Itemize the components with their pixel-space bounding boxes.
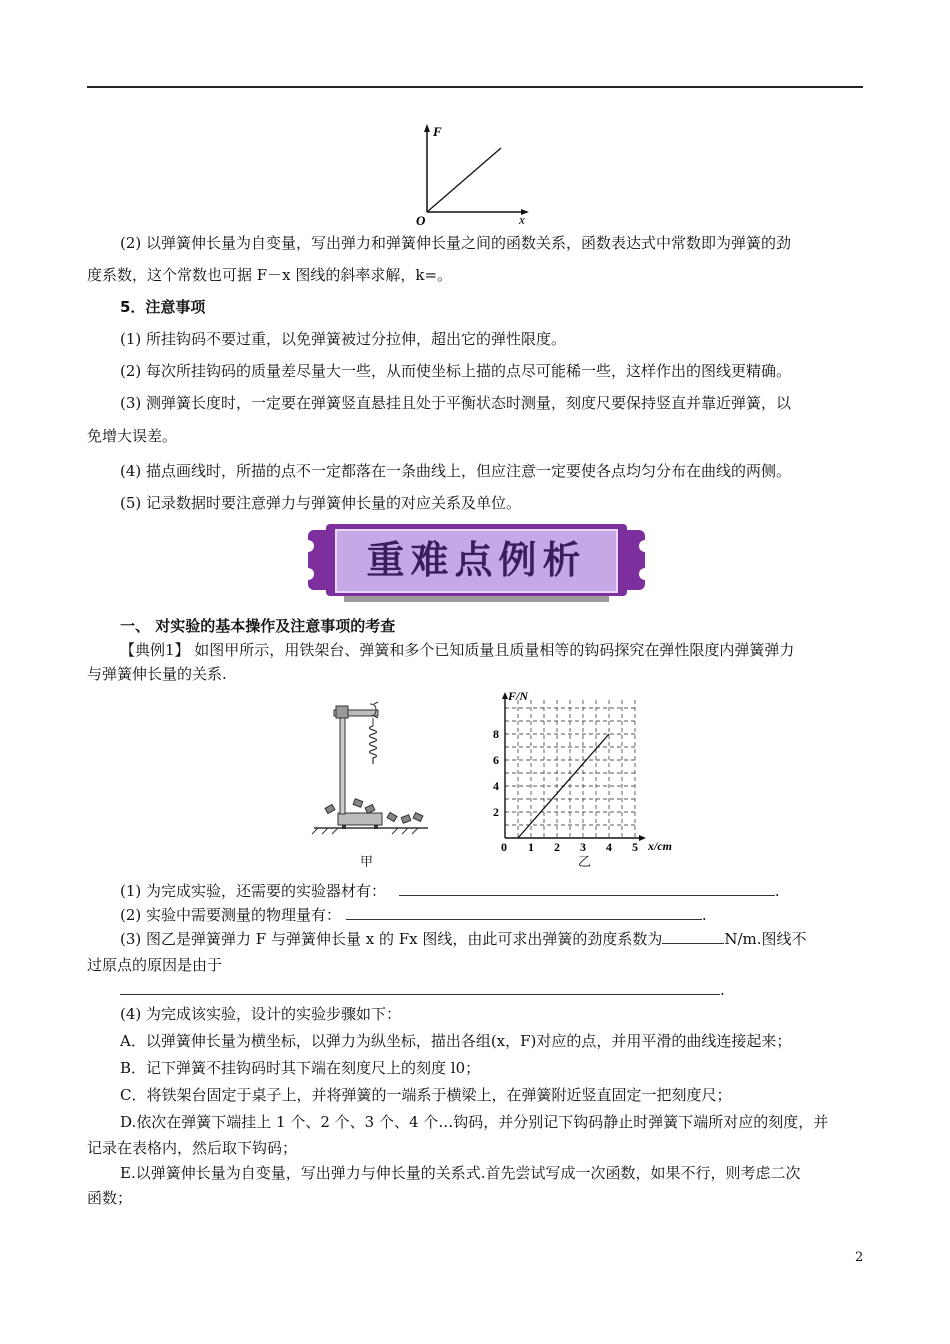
x-tick: 5 <box>632 840 638 854</box>
x-tick: 3 <box>580 840 586 854</box>
example-line: 【典例1】 如图甲所示，用铁架台、弹簧和多个已知质量且质量相等的钩码探究在弹性限度内弹簧弹力 <box>120 641 795 659</box>
question-3-cont: 过原点的原因是由于 <box>87 956 223 974</box>
y-label: F <box>433 124 442 139</box>
note-item: (5) 记录数据时要注意弹力与弹簧伸长量的对应关系及单位。 <box>120 494 522 512</box>
step-e-cont: 函数； <box>87 1189 133 1207</box>
x-label: x <box>519 212 525 227</box>
period: . <box>774 882 780 900</box>
spring <box>370 726 377 764</box>
data-line <box>518 734 609 838</box>
question-1 <box>120 881 780 901</box>
x-tick: 1 <box>528 840 534 854</box>
note-item: (1) 所挂钩码不要过重，以免弹簧被过分拉伸，超出它的弹性限度。 <box>120 330 567 348</box>
table-hatching <box>312 828 418 834</box>
section-title: 5．注意事项 <box>120 298 206 316</box>
note-item: 免增大误差。 <box>87 427 178 445</box>
question-3 <box>120 929 807 949</box>
origin-label: O <box>416 213 426 228</box>
x-tick: 0 <box>501 840 507 854</box>
x-axis-arrow <box>639 835 646 841</box>
note-item: (2) 每次所挂钩码的质量差尽量大一些，从而使坐标上描的点尽可能稀一些，这样作出的图线更精确。 <box>120 362 792 380</box>
period: . <box>701 906 707 924</box>
section-heading: 一、 对实验的基本操作及注意事项的考查 <box>120 617 396 635</box>
fx-grid-graph <box>480 688 680 854</box>
y-axis-label: F/N <box>508 689 529 703</box>
paragraph-line: (2) 以弹簧伸长量为自变量，写出弹力和弹簧伸长量之间的函数关系，函数表达式中常数即为弹簧的劲 <box>120 234 792 252</box>
x-tick: 2 <box>554 840 560 854</box>
question-2-text: (2) 实验中需要测量的物理量有： <box>120 906 342 924</box>
example-line: 与弹簧伸长量的关系. <box>87 665 227 683</box>
figure-caption-jia: 甲 <box>360 855 374 870</box>
y-tick: 4 <box>493 779 499 793</box>
step-c: C．将铁架台固定于桌子上，并将弹簧的一端系于横梁上，在弹簧附近竖直固定一把刻度尺； <box>120 1086 732 1104</box>
question-3-blank-line <box>120 980 725 1000</box>
figure-caption-yi: 乙 <box>578 855 592 870</box>
step-d-cont: 记录在表格内，然后取下钩码； <box>87 1139 298 1157</box>
stand-base <box>338 813 382 825</box>
step-e: E.以弹簧伸长量为自变量，写出弹力与伸长量的关系式.首先尝试写成一次函数，如果不行，则考虑二次 <box>120 1164 801 1182</box>
y-tick: 8 <box>493 727 499 741</box>
paragraph-line: 度系数，这个常数也可据 F－x 图线的斜率求解，k=。 <box>87 266 453 284</box>
proportional-line <box>427 148 501 212</box>
step-a: A．以弹簧伸长量为横坐标，以弹力为纵坐标，描出各组(x，F)对应的点，并用平滑的曲线连接起来； <box>120 1032 792 1050</box>
y-tick: 6 <box>493 753 499 767</box>
y-tick: 2 <box>493 805 499 819</box>
question-2 <box>120 905 707 925</box>
x-tick: 4 <box>606 840 612 854</box>
y-axis-arrow <box>424 124 430 132</box>
question-3-unit: N/m.图线不 <box>724 930 807 948</box>
fx-graph-figure <box>405 122 545 230</box>
step-d: D.依次在弹簧下端挂上 1 个、2 个、3 个、4 个…钩码，并分别记下钩码静止时弹簧下端所对应的刻度，并 <box>120 1113 829 1131</box>
question-3-text: (3) 图乙是弹簧弹力 F 与弹簧伸长量 x 的 Fx 图线，由此可求出弹簧的劲度系数为 <box>120 930 663 948</box>
graph-grid <box>505 700 635 838</box>
period: . <box>720 981 725 999</box>
note-item: (4) 描点画线时，所描的点不一定都落在一条曲线上，但应注意一定要使各点均匀分布在曲线的两侧。 <box>120 462 792 480</box>
answer-blank-3b[interactable] <box>120 980 720 995</box>
answer-blank-1[interactable] <box>399 881 775 896</box>
answer-blank-3a[interactable] <box>662 929 724 944</box>
x-axis-label: x/cm <box>648 839 672 853</box>
step-b: B．记下弹簧不挂钩码时其下端在刻度尺上的刻度 l0； <box>120 1059 481 1077</box>
question-1-text: (1) 为完成实验，还需要的实验器材有： <box>120 882 387 900</box>
iron-stand-figure <box>306 700 436 850</box>
clamp <box>336 706 348 718</box>
header-rule <box>87 86 863 88</box>
note-item: (3) 测弹簧长度时，一定要在弹簧竖直悬挂且处于平衡状态时测量，刻度尺要保持竖直并靠近弹簧，以 <box>120 394 792 412</box>
page-number: 2 <box>855 1250 864 1265</box>
section-banner <box>304 522 649 604</box>
stand-rod <box>340 708 345 814</box>
banner-title: 重难点例析 <box>366 537 587 582</box>
question-4: (4) 为完成该实验，设计的实验步骤如下： <box>120 1005 402 1023</box>
answer-blank-2[interactable] <box>346 905 702 920</box>
